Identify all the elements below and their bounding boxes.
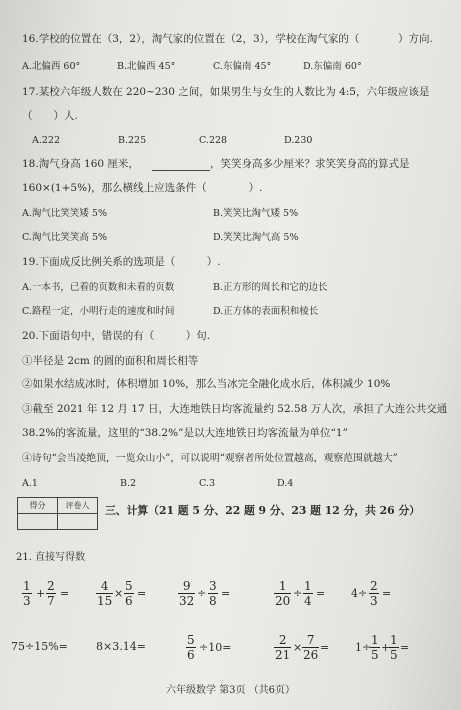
q19-option-c: C.路程一定，小明行走的速度和时间 (22, 306, 175, 317)
r2c4-operator: × (293, 641, 303, 654)
r1c1-fraction-2: 2 7 (47, 579, 55, 608)
q21-title: 21. 直接写得数 (16, 552, 86, 563)
q16-option-a: A.北偏西 60° (22, 61, 81, 72)
q18-answer-blank (152, 170, 210, 171)
r2c3-fraction: 5 6 (187, 633, 195, 662)
r1c1-operator: + (36, 587, 46, 600)
r1c3-fraction-2: 3 8 (209, 579, 217, 608)
q20-option-d: D.4 (277, 478, 294, 489)
q20-statement-4: ④诗句“会当凌绝顶，一览众山小”，可以说明“观察者所处位置越高，观察范围就越大” (22, 453, 398, 464)
q17-option-d: D.230 (284, 135, 313, 146)
q19-option-b: B.正方形的周长和它的边长 (213, 282, 328, 293)
r2c5-equals: = (400, 641, 410, 654)
r2c5-fraction-1: 1 5 (371, 633, 379, 662)
r1c1-fraction-1: 1 3 (23, 579, 31, 608)
r2c2-expression: 8×3.14= (96, 640, 146, 653)
q20-option-a: A.1 (22, 478, 38, 489)
q20-option-c: C.3 (199, 478, 215, 489)
q20-statement-2: ②如果水结成冰时，体积增加 10%，那么当冰完全融化成水后，体积减少 10% (22, 378, 391, 390)
section-title: 三、计算（21 题 5 分、22 题 9 分、23 题 12 分，共 26 分） (105, 504, 421, 517)
q18-option-c: C.淘气比笑笑高 5% (22, 232, 108, 243)
score-cell (18, 514, 58, 530)
q18-option-b: B.笑笑比淘气矮 5% (213, 208, 299, 219)
r2c3-tail: ÷10= (199, 641, 232, 654)
r1c4-fraction-2: 1 4 (304, 579, 312, 608)
r1c1-equals: = (60, 587, 70, 600)
q17-option-b: B.225 (118, 135, 147, 146)
r1c2-equals: = (137, 587, 147, 600)
q18-option-d: D.笑笑比淘气高 5% (213, 232, 299, 243)
r1c5-fraction: 2 3 (370, 579, 378, 608)
q19-stem: 19.下面成反比例关系的选项是（ ）. (22, 256, 221, 268)
grader-header: 评卷人 (58, 498, 98, 514)
q17-line2: （ ）人. (22, 110, 78, 122)
q17-option-c: C.228 (199, 135, 228, 146)
r1c3-operator: ÷ (197, 587, 207, 600)
q16-stem-tail: ）方向. (398, 33, 433, 45)
q19-option-a: A.一本书，已看的页数和未看的页数 (22, 282, 175, 293)
r1c3-fraction-1: 9 32 (179, 579, 195, 608)
r1c3-equals: = (221, 587, 231, 600)
r1c2-fraction-2: 5 6 (125, 579, 133, 608)
r1c5-equals: = (382, 587, 392, 600)
q16-option-b: B.北偏西 45° (117, 61, 176, 72)
r1c5-prefix: 4÷ (351, 587, 368, 600)
r2c4-equals: = (320, 641, 330, 654)
score-table (17, 497, 98, 530)
q16-option-c: C.东偏南 45° (213, 61, 272, 72)
q17-line1: 17.某校六年级人数在 220~230 之间，如果男生与女生的人数比为 4:5，六年级应该是 (22, 86, 430, 98)
r2c5-fraction-2: 1 5 (390, 633, 398, 662)
q18-line1-end: ，笑笑身高多少厘米？求笑笑身高的算式是 (210, 158, 410, 170)
r1c2-fraction-1: 4 15 (97, 579, 113, 608)
r1c2-operator: × (114, 587, 124, 600)
grader-cell (58, 514, 98, 530)
q16-option-d: D.东偏南 60° (303, 61, 362, 72)
q20-statement-3b: 38.2%的客流量，这里的“38.2%”是以大连地铁日均客流量为单位“1” (22, 427, 348, 439)
r1c4-operator: ÷ (293, 587, 303, 600)
page-footer: 六年级数学 第3页 （共6页） (165, 685, 296, 696)
r1c4-fraction-1: 1 20 (275, 579, 291, 608)
q17-option-a: A.222 (32, 135, 61, 146)
r2c5-prefix: 1÷ (355, 641, 372, 654)
q16-stem: 16.学校的位置在（3，2），淘气家的位置在（2，3），学校在淘气家的（ (22, 33, 360, 45)
q20-option-b: B.2 (120, 478, 137, 489)
score-header: 得分 (18, 498, 58, 514)
r2c5-operator: + (381, 641, 391, 654)
r2c4-fraction-1: 2 21 (275, 633, 291, 662)
q18-line1-start: 18.淘气身高 160 厘米， (22, 158, 139, 170)
r1c4-equals: = (316, 587, 326, 600)
r2c4-fraction-2: 7 26 (303, 633, 319, 662)
q18-option-a: A.淘气比笑笑矮 5% (22, 208, 107, 219)
r2c1-expression: 75÷15%= (11, 640, 68, 653)
q18-line2: 160×(1+5%)，那么横线上应选条件（ ）. (22, 182, 263, 194)
q20-statement-3a: ③截至 2021 年 12 月 17 日，大连地铁日均客流量约 52.58 万人次，承担了大连公共交通 (22, 403, 448, 415)
q20-statement-1: ①半径是 2cm 的圆的面积和周长相等 (22, 355, 199, 367)
q19-option-d: D.正方体的表面积和棱长 (213, 306, 319, 317)
q20-stem: 20.下面语句中，错误的有（ ）句. (22, 330, 211, 342)
